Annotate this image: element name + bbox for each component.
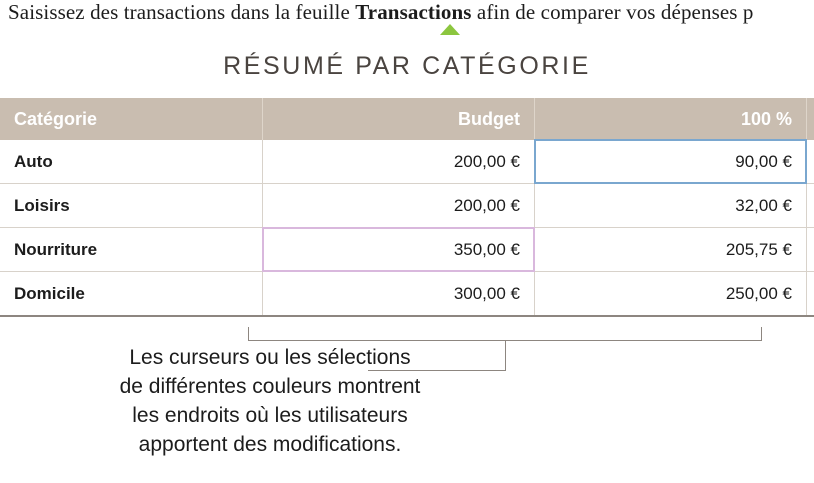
cell-budget[interactable]: 200,00 € [263, 184, 535, 228]
bracket-right-tick [761, 327, 762, 341]
callout-caption [40, 343, 500, 459]
cell-extra[interactable] [807, 184, 814, 228]
instruction-sentence-before: Saisissez des transactions dans la feuille [8, 0, 356, 24]
collaborator-caret-icon [440, 24, 460, 35]
cell-spent[interactable]: 32,00 € [535, 184, 807, 228]
cell-category[interactable]: Auto [0, 140, 263, 184]
table-row[interactable] [0, 184, 814, 228]
cell-spent[interactable] [535, 140, 807, 184]
cell-budget[interactable] [263, 228, 535, 272]
cell-budget[interactable]: 300,00 € [263, 272, 535, 317]
instruction-sentence-after: afin de comparer vos dépenses p [471, 0, 754, 24]
cell-spent[interactable]: 250,00 € [535, 272, 807, 317]
category-summary-table[interactable] [0, 98, 814, 317]
table-row[interactable] [0, 272, 814, 317]
table-row[interactable] [0, 228, 814, 272]
column-header-category[interactable]: Catégorie [0, 98, 263, 140]
column-header-percent[interactable]: 100 % [535, 98, 807, 140]
caption-line-4: apportent des modifications. [138, 433, 402, 456]
sheet-title: RÉSUMÉ PAR CATÉGORIE [223, 52, 591, 80]
cell-budget-value: 350,00 € [453, 239, 520, 259]
column-header-empty[interactable] [807, 98, 814, 140]
cell-spent-value: 90,00 € [735, 151, 792, 171]
caption-line-2: de différentes couleurs montrent [119, 375, 421, 398]
cell-category[interactable]: Loisirs [0, 184, 263, 228]
bracket-stem [505, 340, 506, 370]
cell-category[interactable]: Nourriture [0, 228, 263, 272]
bracket-left-tick [248, 327, 249, 341]
caption-line-3: les endroits où les utilisateurs [132, 404, 408, 427]
cell-budget[interactable]: 200,00 € [263, 140, 535, 184]
instruction-sentence-sheet-name: Transactions [355, 0, 472, 24]
cell-extra[interactable] [807, 272, 814, 317]
table-row[interactable] [0, 140, 814, 184]
column-header-budget[interactable]: Budget [263, 98, 535, 140]
instruction-sentence [8, 0, 814, 25]
table-header-row [0, 98, 814, 140]
caption-line-1: Les curseurs ou les sélections [129, 346, 411, 369]
callout-bracket [248, 327, 762, 341]
cell-spent[interactable]: 205,75 € [535, 228, 807, 272]
cell-extra[interactable] [807, 228, 814, 272]
cell-category[interactable]: Domicile [0, 272, 263, 317]
cell-extra[interactable] [807, 140, 814, 184]
